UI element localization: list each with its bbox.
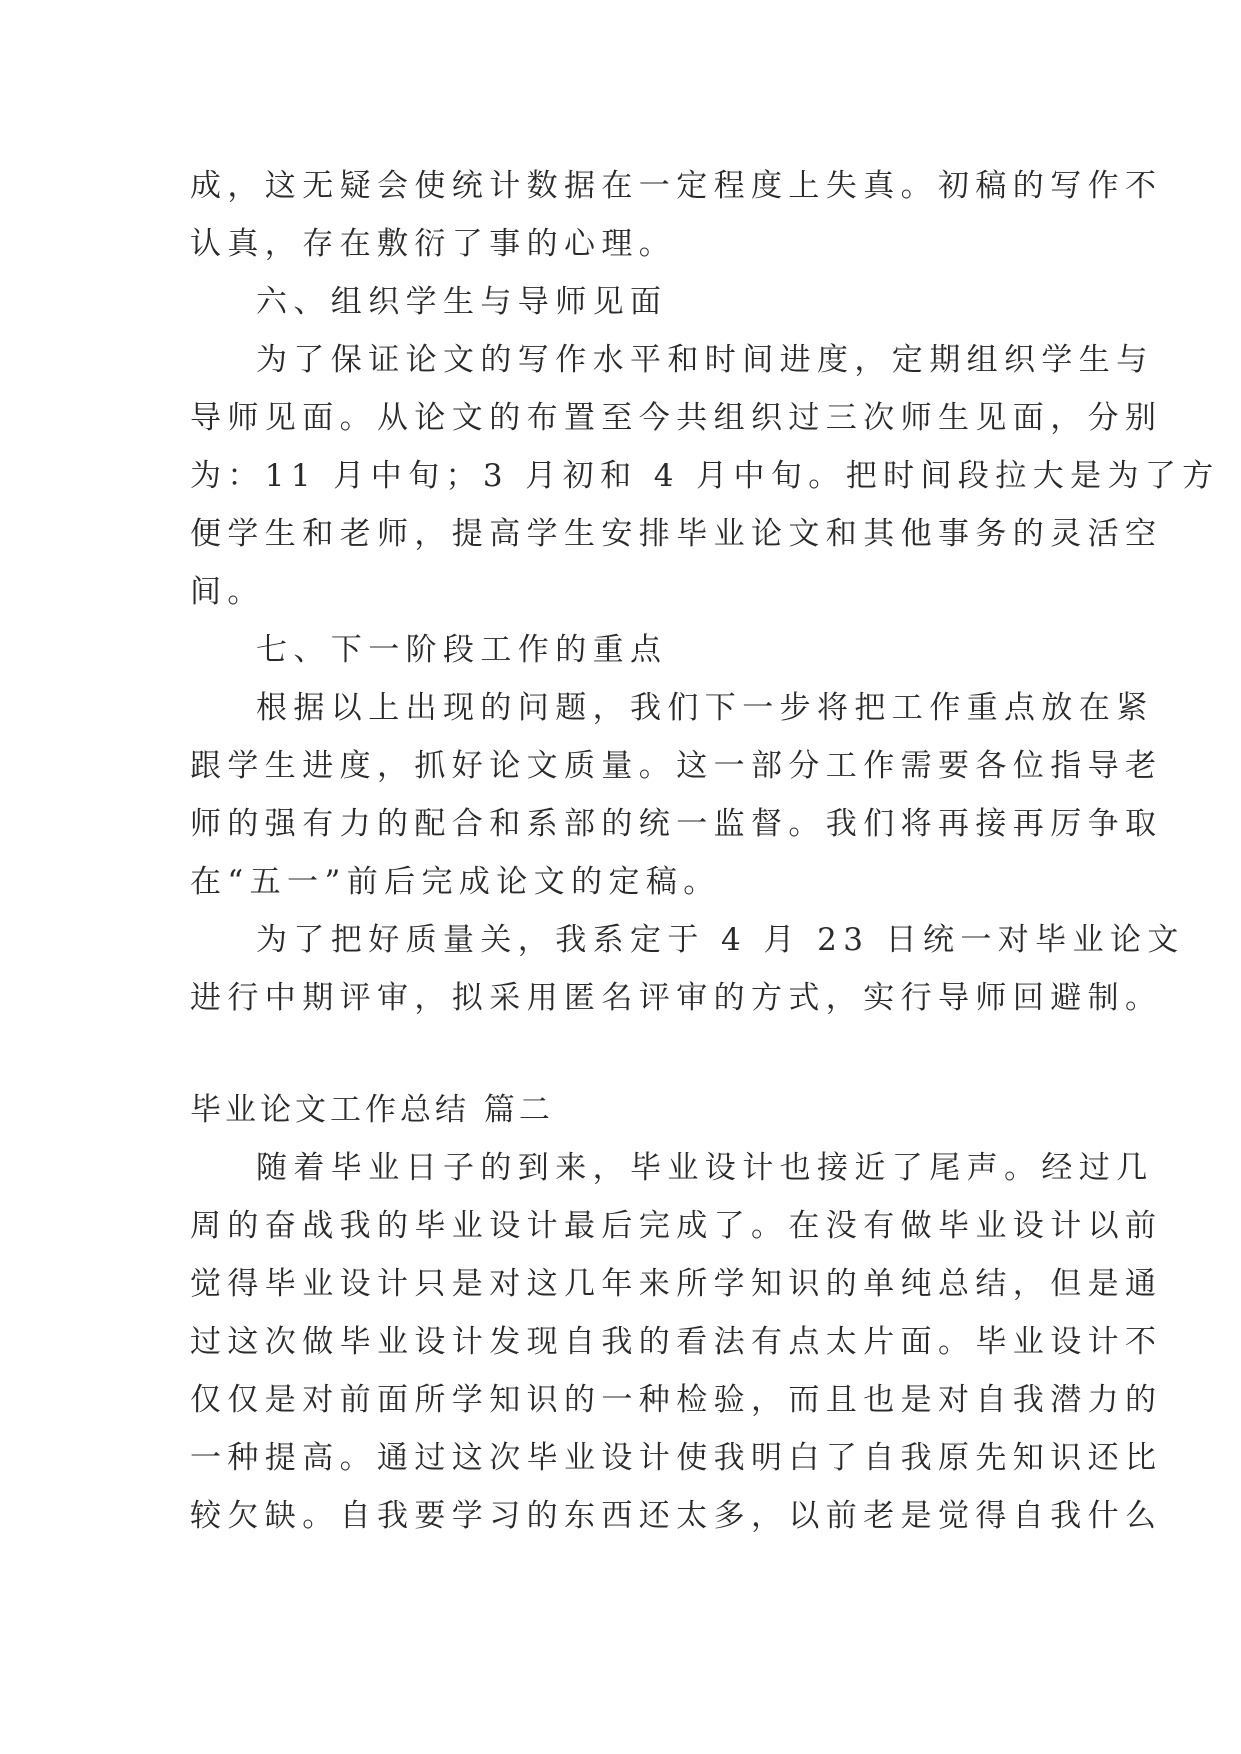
paragraph-line: 间。 (190, 574, 265, 610)
paragraph-line: 觉得毕业设计只是对这几年来所学知识的单纯总结，但是通 (190, 1266, 1163, 1302)
paragraph-line: 随着毕业日子的到来，毕业设计也接近了尾声。经过几 (256, 1150, 1154, 1186)
paragraph-line: 过这次做毕业设计发现自我的看法有点太片面。毕业设计不 (190, 1324, 1163, 1360)
paragraph-line: 成，这无疑会使统计数据在一定程度上失真。初稿的写作不 (190, 168, 1163, 204)
paragraph-line: 进行中期评审，拟采用匿名评审的方式，实行导师回避制。 (190, 980, 1163, 1016)
paragraph-line: 周的奋战我的毕业设计最后完成了。在没有做毕业设计以前 (190, 1208, 1163, 1244)
section-heading-6: 六、组织学生与导师见面 (256, 284, 668, 320)
paragraph-line: 仅仅是对前面所学知识的一种检验，而且也是对自我潜力的 (190, 1382, 1163, 1418)
paragraph-line: 认真，存在敷衍了事的心理。 (190, 226, 677, 262)
section-spacer (190, 1027, 1050, 1081)
paragraph-line: 为：11 月中旬；3 月初和 4 月中旬。把时间段拉大是为了方 (190, 458, 1220, 494)
paragraph-line: 导师见面。从论文的布置至今共组织过三次师生见面，分别 (190, 400, 1163, 436)
paragraph-line: 一种提高。通过这次毕业设计使我明白了自我原先知识还比 (190, 1440, 1163, 1476)
paragraph-line: 便学生和老师，提高学生安排毕业论文和其他事务的灵活空 (190, 516, 1163, 552)
paragraph-line: 根据以上出现的问题，我们下一步将把工作重点放在紧 (256, 690, 1154, 726)
paragraph-line: 在“五一”前后完成论文的定稿。 (190, 864, 721, 900)
section-heading-7: 七、下一阶段工作的重点 (256, 632, 668, 668)
paragraph-line: 为了把好质量关，我系定于 4 月 23 日统一对毕业论文 (256, 922, 1185, 958)
paragraph-line: 师的强有力的配合和系部的统一监督。我们将再接再厉争取 (190, 806, 1163, 842)
paragraph-line: 为了保证论文的写作水平和时间进度，定期组织学生与 (256, 342, 1154, 378)
document-body (190, 157, 1220, 1545)
paragraph-line: 较欠缺。自我要学习的东西还太多，以前老是觉得自我什么 (190, 1498, 1163, 1534)
article-title: 毕业论文工作总结 篇二 (190, 1092, 554, 1128)
paragraph-line: 跟学生进度，抓好论文质量。这一部分工作需要各位指导老 (190, 748, 1163, 784)
